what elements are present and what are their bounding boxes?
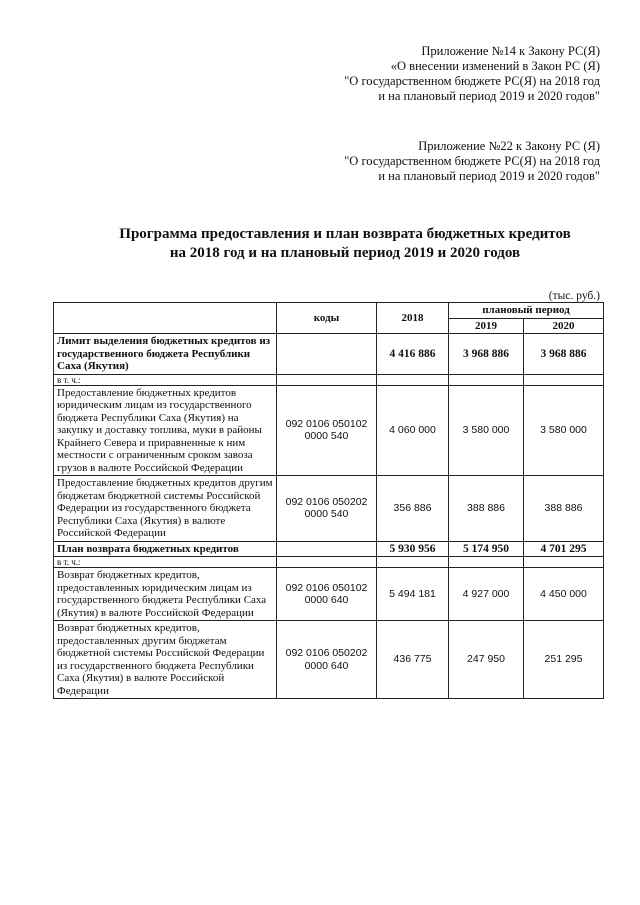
row-value-2020: 4 701 295 [524, 541, 604, 557]
row-code: 092 0106 050202 0000 540 [277, 476, 377, 542]
row-value-2020: 388 886 [524, 476, 604, 542]
row-value-2020: 3 580 000 [524, 385, 604, 476]
appendix-14-line: «О внесении изменений в Закон РС (Я) [390, 59, 600, 73]
appendix-22-line: Приложение №22 к Закону РС (Я) [418, 139, 600, 153]
row-value-2020: 4 450 000 [524, 568, 604, 621]
row-value-2018: 5 494 181 [377, 568, 449, 621]
row-code [277, 334, 377, 375]
row-name: в т. ч.: [54, 374, 277, 385]
header-2018: 2018 [377, 303, 449, 334]
row-value-2020: 251 295 [524, 621, 604, 699]
table-row [54, 557, 604, 568]
row-value-2018: 436 775 [377, 621, 449, 699]
document-title [50, 225, 640, 263]
row-code: 092 0106 050102 0000 540 [277, 385, 377, 476]
appendix-14-line: "О государственном бюджете РС(Я) на 2018 год [344, 74, 600, 88]
row-value-2019: 3 968 886 [449, 334, 524, 375]
appendix-14-line: Приложение №14 к Закону РС(Я) [421, 44, 600, 58]
row-value-2019: 388 886 [449, 476, 524, 542]
appendix-22-note [344, 139, 600, 184]
row-value-2019 [449, 374, 524, 385]
header-2020: 2020 [524, 318, 604, 334]
title-line: Программа предоставления и план возврата бюджетных кредитов [119, 226, 571, 242]
table-row [54, 374, 604, 385]
row-value-2018 [377, 557, 449, 568]
row-value-2019 [449, 557, 524, 568]
row-code: 092 0106 050102 0000 640 [277, 568, 377, 621]
header-2019: 2019 [449, 318, 524, 334]
row-value-2018 [377, 374, 449, 385]
units-label: (тыс. руб.) [548, 290, 600, 302]
table-row [54, 568, 604, 621]
row-name: Возврат бюджетных кредитов, предоставленных юридическим лицам из государственного бюджета Республики Саха (Якутия) в валюте Российской Федерации [54, 568, 277, 621]
row-value-2019: 4 927 000 [449, 568, 524, 621]
row-value-2018: 4 416 886 [377, 334, 449, 375]
row-value-2018: 5 930 956 [377, 541, 449, 557]
row-name: План возврата бюджетных кредитов [54, 541, 277, 557]
row-code [277, 541, 377, 557]
appendix-14-line: и на плановый период 2019 и 2020 годов" [378, 89, 600, 103]
row-code [277, 374, 377, 385]
row-code [277, 557, 377, 568]
row-value-2018: 4 060 000 [377, 385, 449, 476]
appendix-22-line: "О государственном бюджете РС(Я) на 2018 год [344, 154, 600, 168]
appendix-14-note [344, 44, 600, 104]
header-codes: коды [277, 303, 377, 334]
row-name: Лимит выделения бюджетных кредитов из государственного бюджета Республики Саха (Якутия) [54, 334, 277, 375]
row-value-2020 [524, 557, 604, 568]
row-name: Предоставление бюджетных кредитов юридическим лицам из государственного бюджета Республики Саха (Якутия) на закупку и доставку топлива, муки в районы Крайнего Севера и приравненные к ним местности с ограниченным сроком завоза грузов в валюте Российской Федерации [54, 385, 277, 476]
row-value-2020: 3 968 886 [524, 334, 604, 375]
credits-table [53, 302, 604, 699]
table-row [54, 385, 604, 476]
header-name-cell [54, 303, 277, 334]
table-row [54, 621, 604, 699]
row-code: 092 0106 050202 0000 640 [277, 621, 377, 699]
row-value-2019: 5 174 950 [449, 541, 524, 557]
row-name: Возврат бюджетных кредитов, предоставленных другим бюджетам бюджетной системы Российской Федерации из государственного бюджета Республики Саха (Якутия) в валюте Российской Федерации [54, 621, 277, 699]
table-row [54, 476, 604, 542]
table-row [54, 334, 604, 375]
table-row [54, 541, 604, 557]
row-value-2018: 356 886 [377, 476, 449, 542]
appendix-22-line: и на плановый период 2019 и 2020 годов" [378, 169, 600, 183]
row-name: Предоставление бюджетных кредитов другим бюджетам бюджетной системы Российской Федерации из государственного бюджета Республики Саха (Якутия) в валюте Российской Федерации [54, 476, 277, 542]
row-value-2019: 247 950 [449, 621, 524, 699]
header-planned-period: плановый период [449, 303, 604, 319]
row-value-2019: 3 580 000 [449, 385, 524, 476]
row-name: в т. ч.: [54, 557, 277, 568]
table-header-row [54, 303, 604, 319]
title-line: на 2018 год и на плановый период 2019 и 2020 годов [169, 245, 521, 261]
row-value-2020 [524, 374, 604, 385]
